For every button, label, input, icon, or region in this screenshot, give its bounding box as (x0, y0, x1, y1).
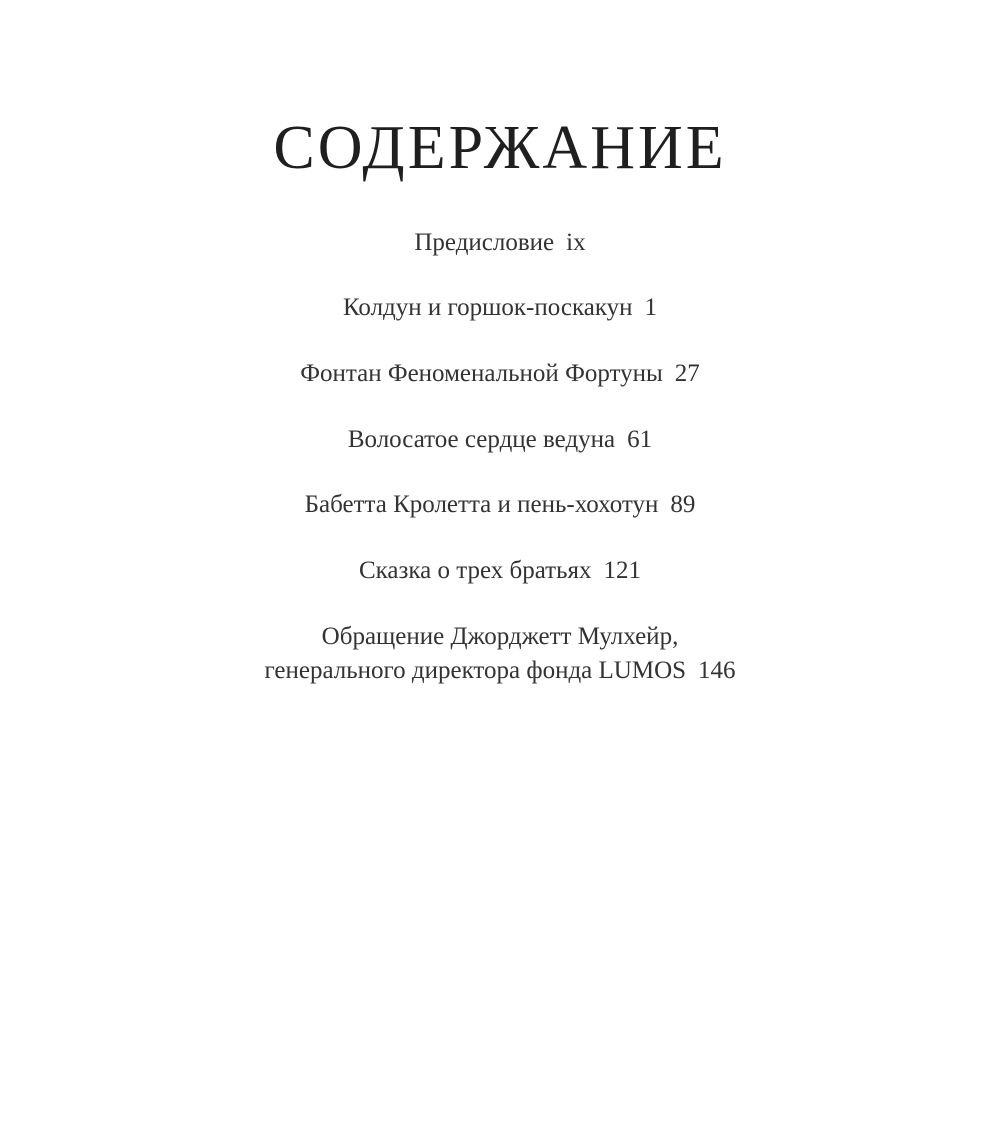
toc-entry-title: Сказка о трех братьях (358, 557, 592, 584)
toc-entry (0, 554, 1000, 588)
toc-entry-page: 1 (644, 294, 658, 321)
toc-entry-title: Колдун и горшок-поскакун (342, 294, 633, 321)
toc-entry-title: Волосатое сердце ведуна (347, 426, 616, 453)
toc-entry-title: Предисловие (414, 229, 555, 256)
toc-entry-page: 61 (627, 426, 653, 453)
toc-entry-title: Бабетта Кролетта и пень-хохотун (304, 491, 659, 518)
toc-entry-page: ix (566, 229, 586, 256)
toc-entry-page: 121 (603, 557, 642, 584)
toc-entry-page: 146 (698, 657, 736, 684)
toc-entry-title-line-1: Обращение Джорджетт Мулхейр, (321, 623, 679, 650)
toc-entry-title: Фонтан Феноменальной Фортуны (300, 360, 663, 387)
toc-entry-page: 27 (674, 360, 700, 387)
toc-entry-title: генерального директора фонда LUMOS (264, 657, 687, 684)
page-title: СОДЕРЖАНИЕ (273, 114, 727, 182)
toc-entry-page: 89 (670, 491, 696, 518)
toc-entry (0, 291, 1000, 325)
toc-entry-title-line-2 (0, 654, 1000, 688)
toc-entry (0, 488, 1000, 522)
toc-entry (0, 357, 1000, 391)
toc-entry (0, 620, 1000, 688)
toc-entry (0, 423, 1000, 457)
toc-entry (0, 226, 1000, 260)
